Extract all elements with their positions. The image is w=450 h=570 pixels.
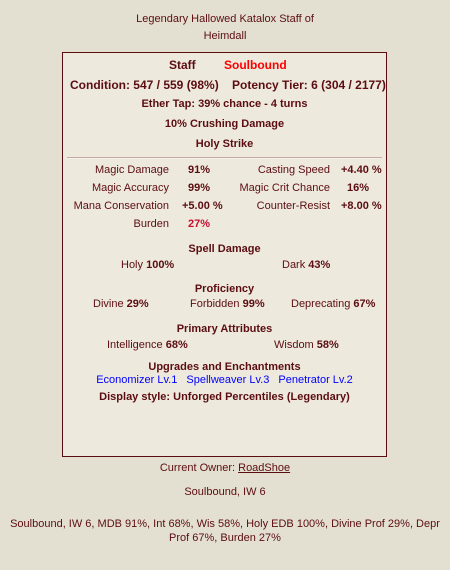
deprecating-proficiency bbox=[291, 298, 375, 310]
upgrade-penetrator: Penetrator Lv.2 bbox=[278, 374, 353, 386]
divine-proficiency bbox=[93, 298, 149, 310]
spell-damage-heading: Spell Damage bbox=[188, 243, 261, 255]
short-summary: Soulbound, IW 6 bbox=[184, 486, 266, 498]
crushing-damage: 10% Crushing Damage bbox=[164, 118, 285, 130]
wisdom-label: Wisdom bbox=[274, 339, 314, 351]
upgrades-list bbox=[63, 374, 386, 386]
forbidden-value: 99% bbox=[242, 298, 265, 310]
magic-accuracy-value: 99% bbox=[188, 182, 211, 194]
ether-tap: Ether Tap: 39% chance - 4 turns bbox=[141, 98, 308, 110]
holy-strike: Holy Strike bbox=[195, 138, 254, 150]
dark-spell-damage bbox=[282, 259, 330, 271]
item-type: Staff bbox=[169, 58, 196, 72]
dark-label: Dark bbox=[282, 259, 306, 271]
upgrade-spellweaver: Spellweaver Lv.3 bbox=[186, 374, 270, 386]
holy-spell-damage bbox=[121, 259, 174, 271]
mana-conservation-value: +5.00 % bbox=[182, 200, 223, 212]
counter-resist-value: +8.00 % bbox=[341, 200, 382, 212]
deprecating-label: Deprecating bbox=[291, 298, 351, 310]
item-title bbox=[0, 11, 450, 45]
forbidden-label: Forbidden bbox=[190, 298, 240, 310]
forbidden-proficiency bbox=[190, 298, 265, 310]
item-card bbox=[62, 52, 387, 457]
item-title-line2: Heimdall bbox=[203, 30, 247, 42]
divider bbox=[67, 157, 382, 159]
mana-conservation-label: Mana Conservation bbox=[73, 200, 169, 212]
proficiency-heading: Proficiency bbox=[194, 283, 255, 295]
intelligence-attribute bbox=[107, 339, 188, 351]
primary-attributes-heading: Primary Attributes bbox=[176, 323, 273, 335]
magic-accuracy-label: Magic Accuracy bbox=[91, 182, 169, 194]
current-owner bbox=[0, 462, 450, 474]
burden-value: 27% bbox=[188, 218, 211, 230]
deprecating-value: 67% bbox=[353, 298, 376, 310]
magic-crit-value: 16% bbox=[347, 182, 370, 194]
display-style: Display style: Unforged Percentiles (Legendary) bbox=[99, 391, 350, 403]
divine-label: Divine bbox=[93, 298, 124, 310]
dark-value: 43% bbox=[308, 259, 331, 271]
holy-value: 100% bbox=[146, 259, 175, 271]
burden-label: Burden bbox=[133, 218, 169, 230]
intelligence-value: 68% bbox=[165, 339, 188, 351]
divine-value: 29% bbox=[126, 298, 149, 310]
owner-prefix: Current Owner: bbox=[159, 462, 236, 474]
condition: Condition: 547 / 559 (98%) bbox=[70, 78, 219, 92]
intelligence-label: Intelligence bbox=[107, 339, 163, 351]
soulbound-label: Soulbound bbox=[224, 58, 287, 72]
owner-link[interactable]: RoadShoe bbox=[238, 462, 291, 474]
casting-speed-label: Casting Speed bbox=[257, 164, 330, 176]
wisdom-value: 58% bbox=[316, 339, 339, 351]
holy-label: Holy bbox=[121, 259, 144, 271]
potency-tier: Potency Tier: 6 (304 / 2177) bbox=[232, 78, 386, 92]
counter-resist-label: Counter-Resist bbox=[256, 200, 330, 212]
upgrades-heading: Upgrades and Enchantments bbox=[148, 361, 301, 373]
magic-crit-label: Magic Crit Chance bbox=[239, 182, 330, 194]
casting-speed-value: +4.40 % bbox=[341, 164, 382, 176]
upgrade-economizer: Economizer Lv.1 bbox=[96, 374, 178, 386]
long-summary: Soulbound, IW 6, MDB 91%, Int 68%, Wis 58%, Holy EDB 100%, Divine Prof 29%, Depr Prof 67%, Burden 27% bbox=[10, 518, 440, 544]
item-title-line1: Legendary Hallowed Katalox Staff of bbox=[136, 13, 314, 25]
magic-damage-value: 91% bbox=[188, 164, 211, 176]
wisdom-attribute bbox=[274, 339, 339, 351]
magic-damage-label: Magic Damage bbox=[95, 164, 169, 176]
